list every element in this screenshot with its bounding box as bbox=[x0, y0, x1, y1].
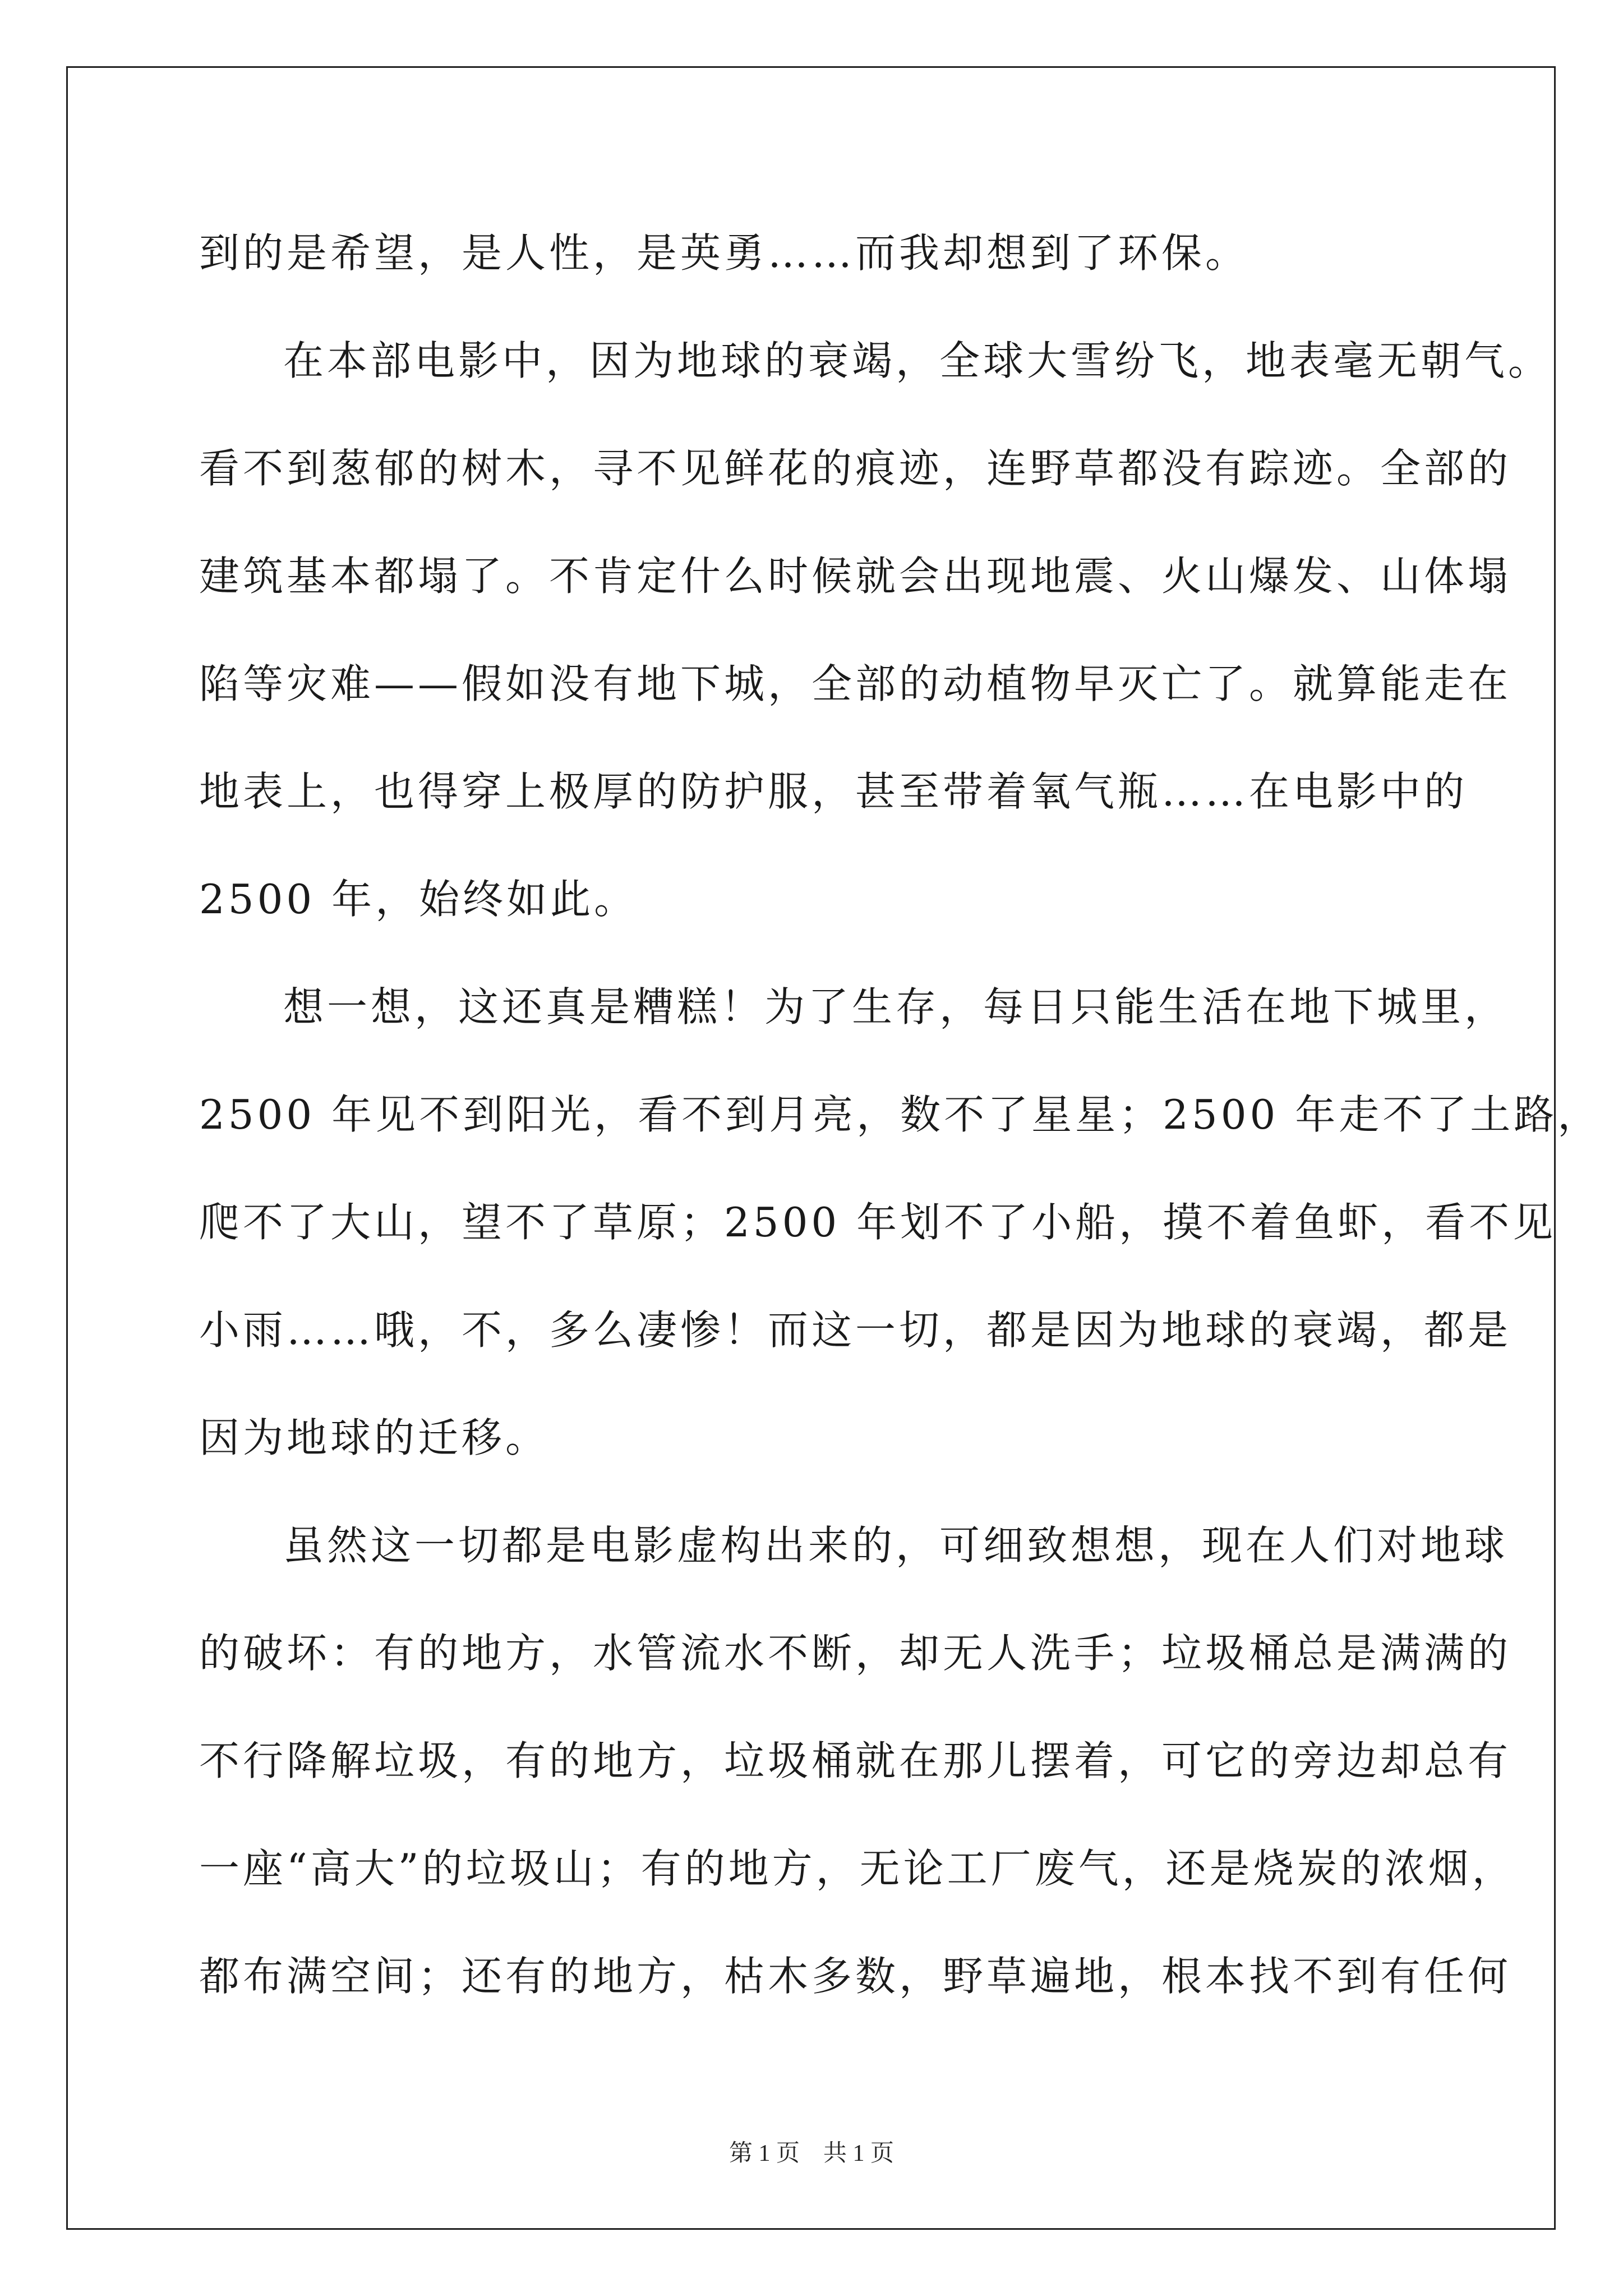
text-line: 2500 年见不到阳光，看不到月亮，数不了星星；2500 年走不了土路， bbox=[199, 1091, 1602, 1138]
text-line: 2500 年，始终如此。 bbox=[199, 876, 638, 923]
text-line: 在本部电影中，因为地球的衰竭，全球大雪纷飞，地表毫无朝气。 bbox=[283, 337, 1552, 384]
text-line: 一座“高大”的垃圾山；有的地方，无论工厂废气，还是烧炭的浓烟， bbox=[199, 1845, 1516, 1892]
text-line: 想一想，这还真是糟糕！为了生存，每日只能生活在地下城里， bbox=[283, 983, 1509, 1030]
text-line: 到的是希望，是人性，是英勇……而我却想到了环保。 bbox=[199, 229, 1249, 277]
text-line: 的破坏：有的地方，水管流水不断，却无人洗手；垃圾桶总是满满的 bbox=[199, 1630, 1512, 1677]
text-line: 小雨……哦，不，多么凄惨！而这一切，都是因为地球的衰竭，都是 bbox=[199, 1306, 1512, 1354]
text-line: 地表上，也得穿上极厚的防护服，甚至带着氧气瓶……在电影中的 bbox=[199, 768, 1468, 815]
text-line: 建筑基本都塌了。不肯定什么时候就会出现地震、火山爆发、山体塌 bbox=[199, 553, 1512, 600]
text-line: 都布满空间；还有的地方，枯木多数，野草遍地，根本找不到有任何 bbox=[199, 1953, 1512, 2000]
text-line: 爬不了大山，望不了草原；2500 年划不了小船，摸不着鱼虾，看不见 bbox=[199, 1199, 1557, 1246]
text-line: 陷等灾难——假如没有地下城，全部的动植物早灭亡了。就算能走在 bbox=[199, 660, 1512, 707]
text-line: 看不到葱郁的树木，寻不见鲜花的痕迹，连野草都没有踪迹。全部的 bbox=[199, 445, 1512, 492]
text-line: 不行降解垃圾，有的地方，垃圾桶就在那儿摆着，可它的旁边却总有 bbox=[199, 1737, 1512, 1784]
document-body bbox=[199, 199, 1602, 2030]
text-line: 因为地球的迁移。 bbox=[199, 1414, 550, 1461]
text-line: 虽然这一切都是电影虚构出来的，可细致想想，现在人们对地球 bbox=[283, 1522, 1509, 1569]
page-number: 第 1 页 共 1 页 bbox=[728, 2141, 894, 2166]
